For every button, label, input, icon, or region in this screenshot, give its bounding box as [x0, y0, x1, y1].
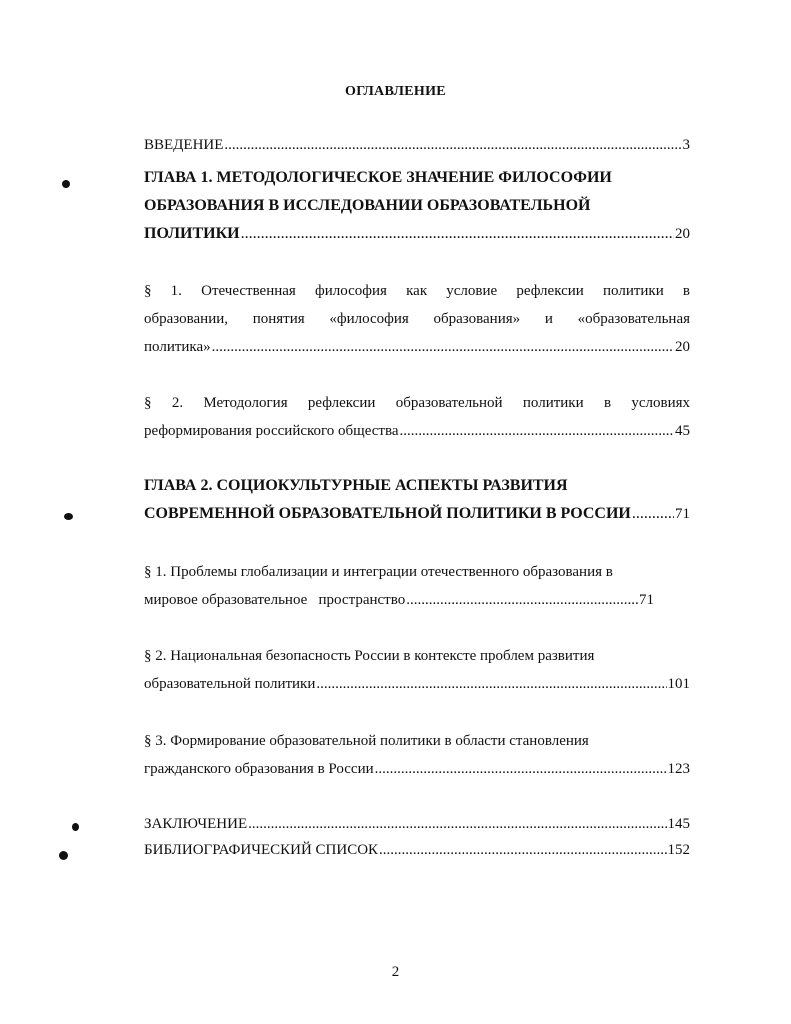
toc-page-number: 71 — [675, 506, 690, 522]
toc-entry-chapter-1[interactable] — [144, 164, 690, 248]
toc-page-number: 101 — [667, 676, 690, 692]
section-title-line: § 1. Проблемы глобализации и интеграции отечественного образования в — [144, 564, 613, 580]
scan-speck — [62, 180, 70, 188]
toc-entry-ch2-section-3[interactable] — [144, 727, 690, 783]
toc-entry-bibliography[interactable] — [144, 836, 690, 864]
section-title-line: образовании, понятия «философия образования» и «образовательная — [144, 311, 690, 327]
chapter-title-line: ОБРАЗОВАНИЯ В ИССЛЕДОВАНИИ ОБРАЗОВАТЕЛЬНОЙ — [144, 197, 591, 214]
dot-leader — [212, 333, 674, 361]
toc-entry-chapter-2[interactable] — [144, 472, 690, 528]
toc-entry-label: БИБЛИОГРАФИЧЕСКИЙ СПИСОК — [144, 842, 379, 858]
chapter-title-line: СОВРЕМЕННОЙ ОБРАЗОВАТЕЛЬНОЙ ПОЛИТИКИ В РОССИИ — [144, 505, 631, 522]
dot-leader — [224, 131, 681, 159]
dot-leader — [632, 500, 674, 528]
toc-page-number: 20 — [675, 226, 690, 242]
toc-page-number: 3 — [682, 137, 690, 153]
toc-page-number: 152 — [667, 842, 690, 858]
toc-entry-label: ЗАКЛЮЧЕНИЕ — [144, 816, 248, 832]
toc-entry-intro[interactable] — [144, 131, 690, 159]
dot-leader — [316, 670, 666, 698]
toc-page-number: 123 — [667, 761, 690, 777]
section-title-line: гражданского образования в России — [144, 761, 374, 777]
section-title-line: § 2. Национальная безопасность России в контексте проблем развития — [144, 648, 595, 664]
scan-speck — [59, 851, 68, 860]
section-title-line: реформирования российского общества — [144, 423, 399, 439]
section-title-line: § 2. Методология рефлексии образовательной политики в условиях — [144, 395, 690, 411]
dot-leader — [241, 220, 674, 248]
toc-page-number: 20 — [675, 339, 690, 355]
scan-speck — [72, 823, 79, 831]
chapter-title-line: ПОЛИТИКИ — [144, 225, 240, 242]
dot-leader — [379, 836, 666, 864]
section-title-line: политика» — [144, 339, 211, 355]
dot-leader — [406, 586, 638, 614]
toc-page-number: 71 — [639, 592, 654, 608]
section-title-line: § 3. Формирование образовательной политики в области становления — [144, 733, 589, 749]
section-title-line: мировое образовательное пространство — [144, 592, 406, 608]
dot-leader — [248, 810, 666, 838]
dot-leader — [375, 755, 667, 783]
section-title-line: образовательной политики — [144, 676, 316, 692]
toc-entry-label: ВВЕДЕНИЕ — [144, 137, 224, 153]
toc-entry-ch1-section-2[interactable] — [144, 389, 690, 445]
page-number: 2 — [391, 964, 400, 980]
toc-entry-ch2-section-2[interactable] — [144, 642, 690, 698]
dot-leader — [400, 417, 674, 445]
chapter-title-line: ГЛАВА 2. СОЦИОКУЛЬТУРНЫЕ АСПЕКТЫ РАЗВИТИЯ — [144, 477, 568, 494]
chapter-title-line: ГЛАВА 1. МЕТОДОЛОГИЧЕСКОЕ ЗНАЧЕНИЕ ФИЛОСОФИИ — [144, 169, 612, 186]
toc-title: ОГЛАВЛЕНИЕ — [345, 84, 446, 99]
section-title-line: § 1. Отечественная философия как условие рефлексии политики в — [144, 283, 690, 299]
toc-entry-ch1-section-1[interactable] — [144, 277, 690, 361]
toc-entry-conclusion[interactable] — [144, 810, 690, 838]
toc-entry-ch2-section-1[interactable] — [144, 558, 654, 614]
toc-page-number: 45 — [675, 423, 690, 439]
scan-speck — [64, 513, 73, 520]
toc-page-number: 145 — [667, 816, 690, 832]
